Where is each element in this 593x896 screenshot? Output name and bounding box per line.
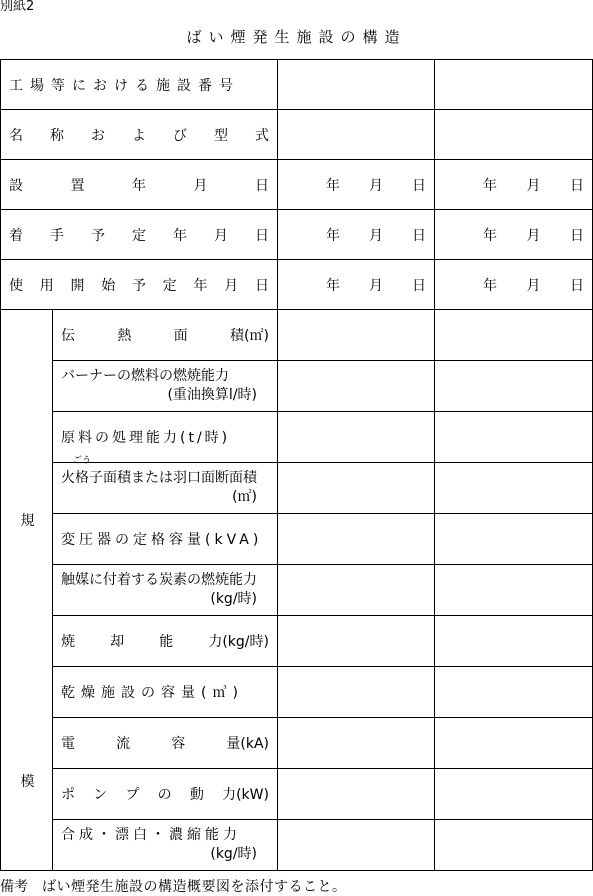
document-title: ばい煙発生施設の構造 (186, 28, 407, 46)
remarks-note (0, 878, 347, 896)
current-capacity-value-1[interactable] (278, 718, 435, 769)
catalyst-capacity-value-1[interactable] (278, 565, 435, 616)
form-code: 別紙2 (0, 0, 35, 14)
construction-start-date-label: 着 手 予 定 年 月 日 (1, 210, 278, 260)
facility-number-value-1[interactable] (278, 60, 435, 110)
raw-material-capacity-value-1[interactable] (278, 412, 435, 463)
construction-start-date-field-2[interactable]: 年 月 日 (435, 210, 593, 260)
facility-structure-table (0, 59, 593, 871)
name-model-value-2[interactable] (435, 110, 593, 160)
heat-transfer-area-value-2[interactable] (435, 310, 593, 361)
pump-power-label: ポ ン プ の 動 力(kW) (53, 769, 278, 820)
drying-capacity-value-1[interactable] (278, 667, 435, 718)
row-heat-transfer-area (1, 310, 593, 361)
raw-material-capacity-value-2[interactable] (435, 412, 593, 463)
installation-date-field-1[interactable]: 年 月 日 (278, 160, 435, 210)
facility-number-value-2[interactable] (435, 60, 593, 110)
catalyst-capacity-value-2[interactable] (435, 565, 593, 616)
raw-material-capacity-label: 原料の処理能力(t/時) (53, 412, 278, 463)
planned-operation-date-label: 使 用 開 始 予 定 年 月 日 (1, 260, 278, 310)
drying-capacity-label: 乾燥施設の容量(㎥) (53, 667, 278, 718)
burner-capacity-value-2[interactable] (435, 361, 593, 412)
row-drying-capacity (1, 667, 593, 718)
planned-operation-date-field-1[interactable]: 年 月 日 (278, 260, 435, 310)
planned-operation-date-field-2[interactable]: 年 月 日 (435, 260, 593, 310)
row-planned-operation-date (1, 260, 593, 310)
grate-area-label: 火 ごう 格子面積または羽口面断面積 (㎡) (53, 463, 278, 514)
row-construction-start-date (1, 210, 593, 260)
row-grate-area (1, 463, 593, 514)
pump-power-value-1[interactable] (278, 769, 435, 820)
scale-side-label (1, 310, 53, 871)
incineration-capacity-label: 焼 却 能 力(kg/時) (53, 616, 278, 667)
current-capacity-label: 電 流 容 量(kA) (53, 718, 278, 769)
row-catalyst-capacity (1, 565, 593, 616)
installation-date-field-2[interactable]: 年 月 日 (435, 160, 593, 210)
pump-power-value-2[interactable] (435, 769, 593, 820)
burner-capacity-label: バーナーの燃料の燃焼能力 (重油換算l/時) (53, 361, 278, 412)
catalyst-capacity-label: 触媒に付着する炭素の燃焼能力 (kg/時) (53, 565, 278, 616)
name-model-label: 名 称 お よ び 型 式 (1, 110, 278, 160)
synthesis-capacity-label: 合成・漂白・濃縮能力 (kg/時) (53, 820, 278, 871)
row-synthesis-capacity (1, 820, 593, 871)
drying-capacity-value-2[interactable] (435, 667, 593, 718)
incineration-capacity-value-1[interactable] (278, 616, 435, 667)
row-burner-capacity (1, 361, 593, 412)
row-incineration-capacity (1, 616, 593, 667)
synthesis-capacity-value-1[interactable] (278, 820, 435, 871)
scale-label-bottom: 模 (20, 773, 35, 790)
remarks-heading: 備考 (0, 879, 28, 895)
transformer-capacity-value-1[interactable] (278, 514, 435, 565)
row-name-model (1, 110, 593, 160)
row-raw-material-capacity (1, 412, 593, 463)
scale-label-top: 規 (20, 512, 35, 529)
current-capacity-value-2[interactable] (435, 718, 593, 769)
grate-ruby-base: ごう 格 (72, 456, 92, 486)
incineration-capacity-value-2[interactable] (435, 616, 593, 667)
grate-area-value-2[interactable] (435, 463, 593, 514)
remarks-text: ばい煙発生施設の構造概要図を添付すること。 (42, 879, 347, 895)
row-pump-power (1, 769, 593, 820)
grate-ruby-reading: ごう (72, 456, 92, 466)
heat-transfer-area-label: 伝 熱 面 積(㎡) (53, 310, 278, 361)
synthesis-capacity-value-2[interactable] (435, 820, 593, 871)
installation-date-label: 設 置 年 月 日 (1, 160, 278, 210)
facility-number-label: 工場等における施設番号 (1, 60, 278, 110)
name-model-value-1[interactable] (278, 110, 435, 160)
row-current-capacity (1, 718, 593, 769)
row-facility-number (1, 60, 593, 110)
transformer-capacity-label: 変圧器の定格容量(kVA) (53, 514, 278, 565)
grate-area-value-1[interactable] (278, 463, 435, 514)
construction-start-date-field-1[interactable]: 年 月 日 (278, 210, 435, 260)
row-transformer-capacity (1, 514, 593, 565)
burner-capacity-value-1[interactable] (278, 361, 435, 412)
row-installation-date (1, 160, 593, 210)
transformer-capacity-value-2[interactable] (435, 514, 593, 565)
heat-transfer-area-value-1[interactable] (278, 310, 435, 361)
